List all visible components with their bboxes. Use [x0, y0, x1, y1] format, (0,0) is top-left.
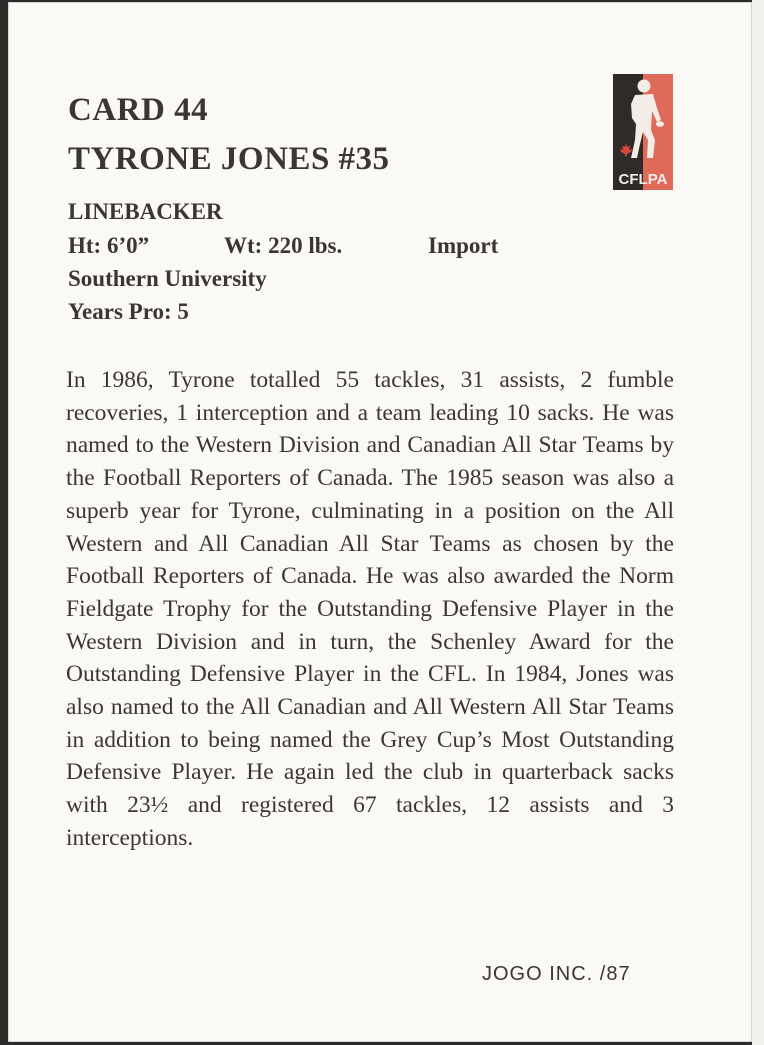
- player-school: Southern University: [68, 266, 267, 291]
- player-height: Ht: 6’0”: [68, 233, 150, 258]
- copyright-footer: JOGO INC. /87: [482, 963, 631, 985]
- card-number: CARD 44: [68, 92, 209, 128]
- player-weight: Wt: 220 lbs.: [224, 233, 343, 258]
- player-name: TYRONE JONES #35: [68, 141, 390, 177]
- player-status: Import: [428, 233, 499, 258]
- player-position: LINEBACKER: [68, 199, 223, 224]
- card-edge: [752, 0, 764, 1045]
- player-years-pro: Years Pro: 5: [68, 299, 189, 324]
- cflpa-logo: [613, 74, 673, 190]
- player-biography: In 1986, Tyrone totalled 55 tackles, 31 assists, 2 fumble recoveries, 1 interception and a team leading 10 sacks. He was named to the Western Division and Canadian All Star Teams by the Football Reporters of Canada. The 1985 season was also a superb year for Tyrone, culminating in a position on the All Western and All Canadian All Star Teams as chosen by the Football Reporters of Canada. He was also awarded the Norm Fieldgate Trophy for the Outstanding Defensive Player in the Western Division and in turn, the Schenley Award for the Outstanding Defensive Player in the CFL. In 1984, Jones was also named to the All Canadian and All Western All Star Teams in addition to being named the Grey Cup’s Most Outstanding Defensive Player. He again led the club in quarterback sacks with 23½ and registered 67 tackles, 12 assists and 3 interceptions.: [66, 367, 674, 851]
- player-measurements: [68, 233, 498, 259]
- logo-text: CFLPA: [618, 171, 668, 188]
